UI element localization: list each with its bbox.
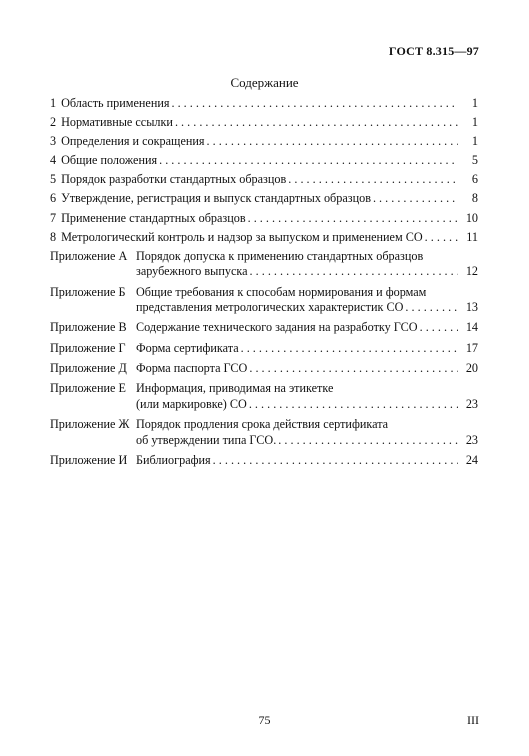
page-number: 75 (258, 713, 271, 727)
appendix-label: Приложение И (50, 452, 128, 467)
entry-title: Форма паспорта ГСО (136, 360, 248, 375)
entry-body (61, 153, 478, 169)
entry-line (136, 417, 478, 433)
roman-page-number: III (467, 713, 479, 727)
entry-body (61, 115, 478, 131)
entry-line (61, 134, 478, 150)
entry-title: Метрологический контроль и надзор за выпуском и применением СО (61, 229, 423, 244)
section-number: 1 (50, 96, 57, 110)
section-number: 2 (50, 115, 57, 130)
dot-leader (425, 230, 458, 246)
entry-body (136, 417, 478, 448)
standard-header: ГОСТ 8.315—97 (388, 44, 479, 58)
dot-leader (250, 264, 458, 280)
entry-page-number: 24 (465, 452, 478, 467)
dot-leader (405, 300, 458, 316)
entry-page-number: 1 (471, 134, 478, 149)
page-title: Содержание (230, 75, 299, 90)
appendix-label: Приложение А (50, 248, 128, 263)
toc-entry (50, 230, 478, 246)
entry-body (61, 191, 478, 207)
appendix-label: Приложение Ж (50, 417, 130, 432)
dot-leader (171, 96, 458, 112)
toc-appendix-entry (50, 417, 478, 448)
section-number: 3 (50, 134, 57, 149)
toc-entry (50, 134, 478, 150)
entry-body (61, 172, 478, 188)
toc-entry (50, 172, 478, 188)
entry-page-number: 13 (465, 300, 478, 315)
entry-title: Библиография (136, 452, 211, 467)
dot-leader (249, 361, 458, 377)
entry-title: Форма сертификата (136, 340, 239, 355)
entry-line (136, 453, 478, 469)
toc-entry (50, 153, 478, 169)
entry-line (61, 230, 478, 246)
entry-line (136, 341, 478, 357)
entry-page-number: 11 (466, 229, 478, 244)
toc-appendix-entry (50, 453, 478, 469)
entry-body (136, 320, 478, 336)
toc-appendix-entry (50, 320, 478, 336)
entry-page-number: 1 (471, 115, 478, 130)
section-number: 7 (50, 210, 57, 225)
toc-entry (50, 211, 478, 227)
entry-page-number: 10 (465, 210, 478, 225)
entry-page-number: 1 (471, 96, 478, 110)
dot-leader (373, 191, 458, 207)
entry-page-number: 8 (471, 191, 478, 206)
toc-entry (50, 115, 478, 131)
entry-title: Порядок разработки стандартных образцов (61, 172, 287, 187)
entry-page-number: 23 (465, 432, 478, 447)
dot-leader (249, 397, 458, 413)
dot-leader (159, 153, 458, 169)
entry-page-number: 12 (465, 264, 478, 279)
entry-body (136, 249, 478, 280)
toc-entry (50, 191, 478, 207)
entry-line (136, 320, 478, 336)
section-number: 6 (50, 191, 57, 206)
entry-title: Применение стандартных образцов (61, 210, 246, 225)
entry-title: Порядок допуска к применению стандартных образцов (136, 248, 424, 263)
entry-body (61, 211, 478, 227)
toc-entry (50, 96, 478, 112)
section-number: 5 (50, 172, 57, 187)
section-number: 8 (50, 229, 57, 244)
entry-line (136, 249, 478, 265)
dot-leader (175, 115, 458, 131)
entry-line (61, 96, 478, 112)
entry-line (61, 211, 478, 227)
entry-body (61, 230, 478, 246)
entry-line (136, 300, 478, 316)
entry-page-number: 23 (465, 396, 478, 411)
toc-appendix-entry (50, 285, 478, 316)
entry-title: об утверждении типа ГСО. (136, 432, 277, 447)
toc-appendix-entry (50, 249, 478, 280)
entry-line (136, 361, 478, 377)
entry-line (61, 172, 478, 188)
entry-title: зарубежного выпуска (136, 264, 248, 279)
toc-appendix-entry (50, 381, 478, 412)
appendix-label: Приложение Е (50, 381, 126, 396)
entry-body (136, 453, 478, 469)
dot-leader (288, 172, 458, 188)
entry-line (136, 264, 478, 280)
entry-body (136, 381, 478, 412)
entry-body (61, 96, 478, 112)
dot-leader (278, 433, 458, 449)
entry-body (136, 285, 478, 316)
dot-leader (207, 134, 459, 150)
entry-body (136, 361, 478, 377)
entry-title: (или маркировке) СО (136, 396, 247, 411)
entry-title: Область применения (61, 96, 170, 110)
dot-leader (420, 320, 458, 336)
entry-line (61, 153, 478, 169)
entry-page-number: 20 (465, 360, 478, 375)
entry-body (61, 134, 478, 150)
entry-page-number: 17 (465, 340, 478, 355)
dot-leader (248, 211, 458, 227)
dot-leader (213, 453, 458, 469)
entry-line (136, 433, 478, 449)
entry-line (136, 397, 478, 413)
entry-title: Общие требования к способам нормирования и формам (136, 284, 427, 299)
entry-page-number: 5 (471, 153, 478, 168)
entry-body (136, 341, 478, 357)
section-number: 4 (50, 153, 57, 168)
entry-title: представления метрологических характеристик СО (136, 300, 404, 315)
entry-title: Нормативные ссылки (61, 115, 173, 130)
entry-title: Утверждение, регистрация и выпуск стандартных образцов (61, 191, 371, 206)
entry-line (136, 285, 478, 301)
entry-line (136, 381, 478, 397)
entry-line (61, 191, 478, 207)
entry-page-number: 14 (465, 320, 478, 335)
appendix-label: Приложение Г (50, 340, 126, 355)
entry-line (61, 115, 478, 131)
dot-leader (241, 341, 458, 357)
entry-title: Порядок продления срока действия сертификата (136, 417, 389, 432)
entry-title: Определения и сокращения (61, 134, 205, 149)
appendix-label: Приложение Б (50, 284, 126, 299)
table-of-contents (50, 96, 478, 473)
entry-title: Содержание технического задания на разработку ГСО (136, 320, 418, 335)
appendix-label: Приложение Д (50, 360, 127, 375)
toc-appendix-entry (50, 341, 478, 357)
entry-title: Информация, приводимая на этикетке (136, 381, 334, 396)
entry-page-number: 6 (471, 172, 478, 187)
appendix-label: Приложение В (50, 320, 127, 335)
entry-title: Общие положения (61, 153, 158, 168)
toc-appendix-entry (50, 361, 478, 377)
